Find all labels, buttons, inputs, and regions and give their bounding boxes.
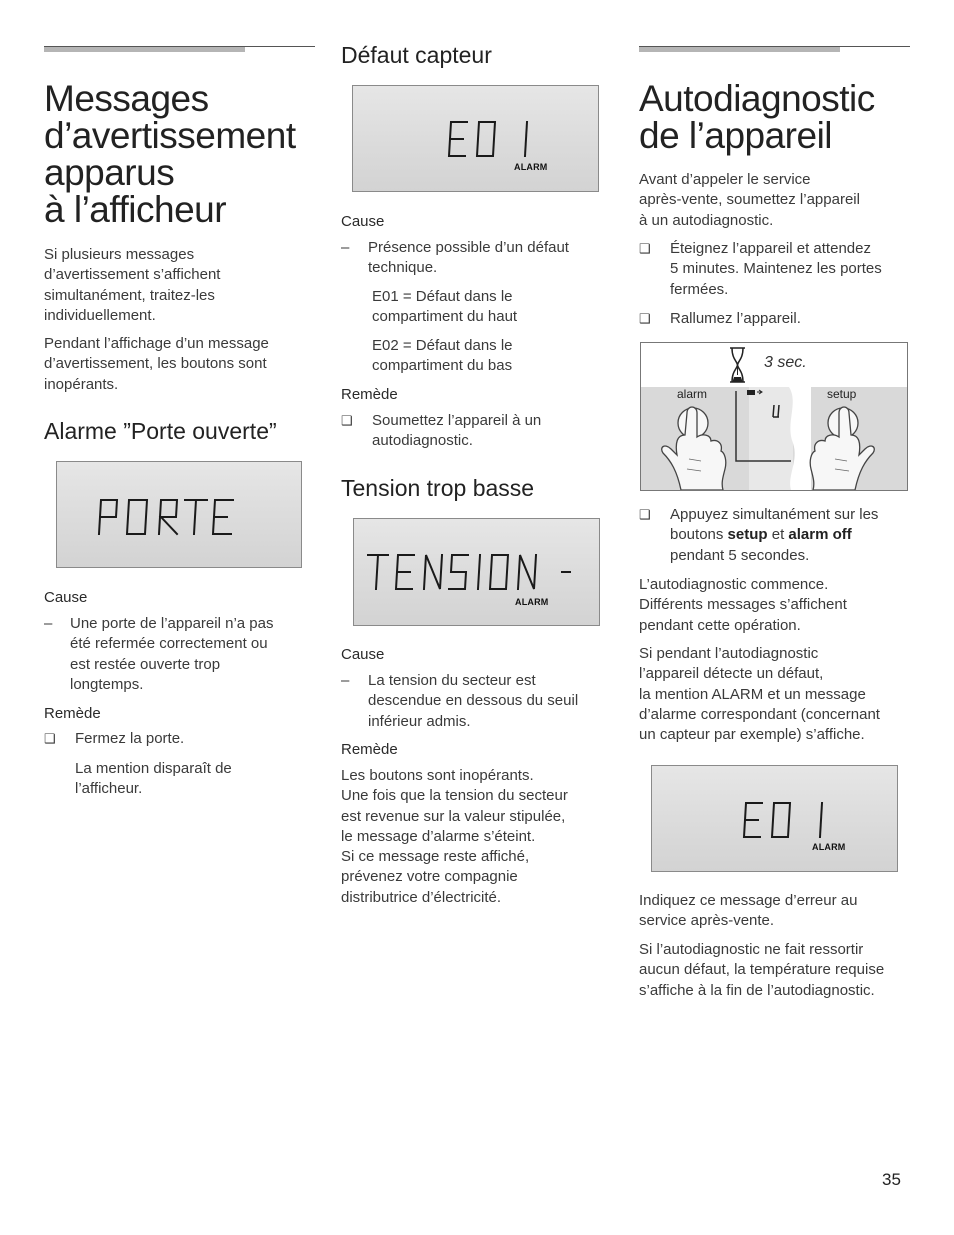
remedy-label: Remède — [341, 386, 398, 403]
section-rule — [639, 46, 910, 52]
alarm-indicator: ALARM — [514, 162, 548, 172]
section-title-sensor-fault: Défaut capteur — [341, 42, 492, 68]
page-title: Messages d’avertissement apparus à l’afficheur — [44, 78, 296, 230]
remedy-label: Remède — [44, 705, 101, 722]
sensor-remedy-text: Soumettez l’appareil à un autodiagnostic. — [372, 412, 542, 450]
remedy-label: Remède — [341, 741, 398, 758]
e01-description: E01 = Défaut dans le compartiment du haut — [372, 288, 518, 326]
checkbox-icon: ❑ — [341, 413, 353, 428]
step-2-text: Rallumez l’appareil. — [670, 310, 801, 327]
checkbox-icon: ❑ — [639, 311, 651, 326]
setup-button-label: setup — [827, 387, 857, 401]
dash-bullet: – — [341, 672, 350, 689]
self-diagnosis-intro: Avant d’appeler le service après-vente, soumettez l’appareil à un autodiagnostic. — [639, 171, 860, 229]
page-number: 35 — [882, 1170, 901, 1189]
section-title-door-alarm: Alarme ”Porte ouverte” — [44, 418, 277, 444]
section-title-low-voltage: Tension trop basse — [341, 475, 535, 501]
lcd-segment-text — [353, 86, 598, 191]
voltage-remedy-text: Les boutons sont inopérants. Une fois que la tension du secteur est revenue sur la valeur stipulée, le message d’alarme s’éteint. Si ce message reste affiché, prévenez votre compagnie distributrice d’électricité. — [341, 767, 568, 906]
checkbox-icon: ❑ — [639, 507, 651, 522]
alarm-button-label: alarm — [677, 387, 708, 401]
sensor-cause-text: Présence possible d’un défaut technique. — [368, 239, 569, 277]
button-press-diagram — [640, 342, 908, 491]
voltage-cause-text: La tension du secteur est descendue en dessous du seuil inférieur admis. — [368, 672, 579, 730]
press-duration-label: 3 sec. — [764, 354, 807, 371]
step-1-text: Éteignez l’appareil et attendez 5 minutes. Maintenez les portes fermées. — [670, 240, 882, 298]
report-error-text: Indiquez ce message d’erreur au service après-vente. — [639, 892, 858, 930]
dash-bullet: – — [44, 615, 53, 632]
diagnosis-start-text: L’autodiagnostic commence. Différents messages s’affichent pendant cette opération. — [639, 576, 847, 634]
door-remedy-text: Fermez la porte. — [75, 730, 185, 747]
cause-label: Cause — [341, 646, 385, 663]
section-rule — [44, 46, 315, 52]
door-open-display — [56, 461, 302, 568]
cause-label: Cause — [341, 213, 385, 230]
checkbox-icon: ❑ — [639, 241, 651, 256]
low-voltage-display — [353, 518, 600, 626]
e02-description: E02 = Défaut dans le compartiment du bas — [372, 337, 513, 375]
cause-label: Cause — [44, 589, 88, 606]
section-title-self-diagnosis: Autodiagnostic de l’appareil — [639, 78, 875, 156]
diagnosis-error-display — [651, 765, 898, 872]
alarm-indicator: ALARM — [812, 842, 846, 852]
checkbox-icon: ❑ — [44, 731, 56, 746]
step-3-text: Appuyez simultanément sur les boutons setup et alarm off pendant 5 secondes. — [670, 506, 879, 564]
no-fault-text: Si l’autodiagnostic ne fait ressortir aucun défaut, la température requise s’affiche à la fin de l’autodiagnostic. — [639, 941, 885, 999]
alarm-off-button-ref: alarm off — [788, 526, 852, 544]
intro-paragraph-2: Pendant l’affichage d’un message d’avertissement, les boutons sont inopérants. — [44, 335, 269, 393]
sensor-fault-display — [352, 85, 599, 192]
dash-bullet: – — [341, 239, 350, 256]
setup-button-ref: setup — [727, 526, 768, 544]
intro-paragraph-1: Si plusieurs messages d’avertissement s’affichent simultanément, traitez-les individuellement. — [44, 246, 221, 324]
door-cause-text: Une porte de l’appareil n’a pas été refermée correctement ou est restée ouverte trop longtemps. — [70, 615, 274, 693]
lcd-segment-text — [57, 462, 301, 567]
diagnosis-fault-text: Si pendant l’autodiagnostic l’appareil détecte un défaut, la mention ALARM et un message d’alarme correspondant (concernant un capteur par exemple) s’affiche. — [639, 645, 880, 744]
lcd-segment-text — [652, 766, 897, 871]
alarm-indicator: ALARM — [515, 597, 549, 607]
door-remedy-note: La mention disparaît de l’afficheur. — [75, 760, 232, 798]
lcd-segment-text — [354, 519, 599, 625]
